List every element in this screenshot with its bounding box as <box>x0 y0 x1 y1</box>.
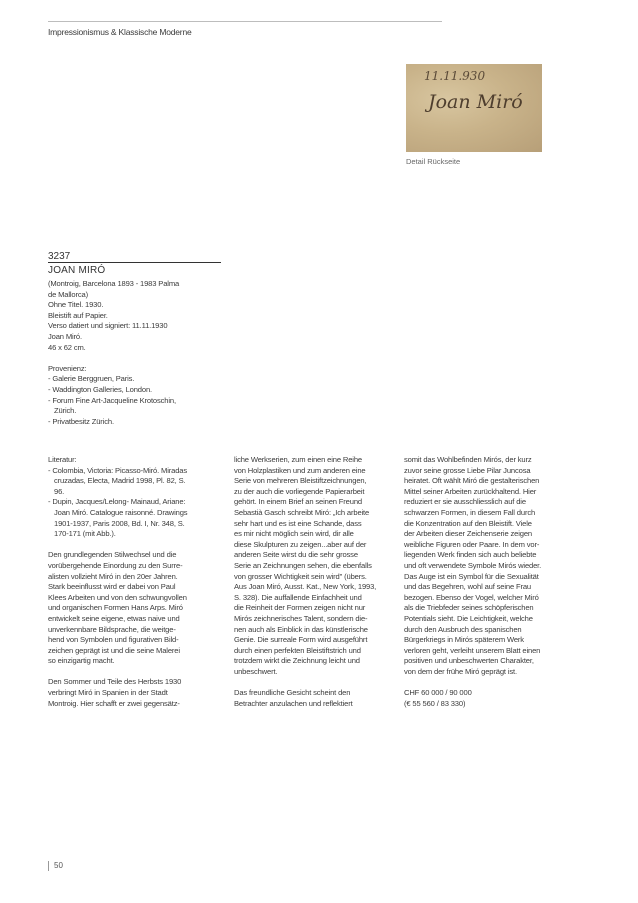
essay-line: trotzdem wirkt die Zeichnung leicht und <box>234 656 360 666</box>
detail-caption: Detail Rückseite <box>406 157 461 166</box>
lot-details <box>48 279 223 353</box>
essay-line: Das Auge ist ein Symbol für die Sexualität <box>404 571 539 581</box>
essay-line: verloren geht, verleiht unserem Blatt einen <box>404 645 541 655</box>
essay-line: Das freundliche Gesicht scheint den <box>234 688 351 698</box>
essay-line: Betrachter anzulachen und reflektiert <box>234 698 353 708</box>
lot-detail-line: 46 x 62 cm. <box>48 342 86 352</box>
lot-rule <box>48 262 221 263</box>
inscription-signature: Joan Miró <box>428 91 523 113</box>
price-estimate-chf: CHF 60 000 / 90 000 <box>404 688 472 698</box>
essay-line: S. 328). Die auffallende Einfachheit und <box>234 592 362 602</box>
essay-line: Genie. Die surreale Form wird ausgeführt <box>234 635 368 645</box>
essay-line: Potentials sieht. Die Leichtigkeit, welche <box>404 613 533 623</box>
essay-line: hend von Symbolen und figurativen Bild- <box>48 635 179 645</box>
essay-line: zeichen geprägt ist und die seine Malerei <box>48 645 180 655</box>
essay-line: Bürgerkriegs in Mirós späterem Werk <box>404 635 524 645</box>
essay-line: somit das Wohlbefinden Mirós, der kurz <box>404 455 532 464</box>
essay-line: anderen Seite wirst du die sehr grosse <box>234 550 358 560</box>
lot-detail-line: (Montroig, Barcelona 1893 - 1983 Palma <box>48 279 180 288</box>
artist-name: JOAN MIRÓ <box>48 265 106 276</box>
provenance-line: Provenienz: <box>48 363 87 373</box>
essay-line: Stark beeinflusst wird er dabei von Paul <box>48 582 176 592</box>
text-column-1 <box>48 455 223 709</box>
essay-paragraph-1 <box>48 550 223 667</box>
literature-line: - Dupin, Jacques/Lelong- Mainaud, Ariane: <box>48 497 186 507</box>
essay-paragraph-4 <box>234 688 394 709</box>
provenance-line: - Forum Fine Art-Jacqueline Krotoschin, <box>48 395 176 405</box>
literature-line: 1901-1937, Paris 2008, Bd. I, Nr. 348, S. <box>54 518 185 528</box>
essay-line: verbringt Miró in Spanien in der Stadt <box>48 688 168 698</box>
essay-line: Serie an Zeichnungen sehen, die ebenfalls <box>234 560 372 570</box>
provenance-line: - Waddington Galleries, London. <box>48 384 152 394</box>
essay-line: positiven und unbeschwerten Charakter, <box>404 656 534 666</box>
essay-line: Mirós zeichnerisches Talent, sondern die- <box>234 613 368 623</box>
literature-line: - Colombia, Victoria: Picasso-Miró. Miradas <box>48 465 187 475</box>
literature <box>48 455 223 540</box>
detail-image-verso-inscription <box>406 64 542 152</box>
essay-line: liegenden Werk finden sich auch beliebte <box>404 550 537 560</box>
provenance-line: Zürich. <box>54 406 77 416</box>
essay-paragraph-3 <box>234 455 394 677</box>
essay-line: Mittel seiner Arbeiten zurückhaltend. Hier <box>404 486 537 496</box>
essay-line: nen auch als Einblick in das künstlerische <box>234 624 368 634</box>
essay-paragraph-2 <box>48 677 223 709</box>
essay-line: vorübergehende Einordung zu den Surre- <box>48 560 183 570</box>
essay-line: Aus Joan Miró, Ausst. Kat., New York, 1993, <box>234 582 377 592</box>
literature-line: Joan Miró. Catalogue raisonné. Drawings <box>54 507 188 517</box>
essay-line: die Reinheit der Formen zeigen nicht nur <box>234 603 366 613</box>
essay-line: reduziert er sie ausschliesslich auf die <box>404 497 526 507</box>
lot-detail-line: Joan Miró. <box>48 331 82 341</box>
price-estimate-eur: (€ 55 560 / 83 330) <box>404 698 466 708</box>
text-column-2 <box>234 455 394 709</box>
lot-number: 3237 <box>48 251 71 262</box>
essay-line: alisten vollzieht Miró in den 20er Jahren. <box>48 571 178 581</box>
essay-line: von Holzplastiken und zum anderen eine <box>234 465 366 475</box>
essay-line: unverkennbare Bildsprache, die weitge- <box>48 624 176 634</box>
literature-line: cruzadas, Electa, Madrid 1998, Pl. 82, S. <box>54 476 186 486</box>
lot-detail-line: Bleistift auf Papier. <box>48 310 108 320</box>
text-column-3 <box>404 455 570 709</box>
essay-paragraph-5 <box>404 455 570 677</box>
essay-line: von grosser Wichtigkeit sein wird" (übers. <box>234 571 367 581</box>
essay-line: durch den Ausbruch des spanischen <box>404 624 522 634</box>
essay-line: die Konzentration auf den Bleistift. Viele <box>404 518 532 528</box>
essay-line: und das Begehren, wohl auf seine Frau <box>404 582 532 592</box>
essay-line: entwickelt seine eigene, etwas naive und <box>48 613 180 623</box>
essay-line: der Arbeiten dieser Zeichenserie zeigen <box>404 529 532 539</box>
header-rule <box>48 21 442 22</box>
essay-line: unbeschwert. <box>234 666 278 676</box>
essay-line: Den grundlegenden Stilwechsel und die <box>48 550 177 560</box>
essay-line: weibliche Figuren oder Paare. In dem vor- <box>404 539 540 549</box>
provenance <box>48 364 223 428</box>
essay-line: zuvor seine grosse Liebe Pilar Juncosa <box>404 465 531 475</box>
essay-line: sehr hart und es ist eine Schande, dass <box>234 518 362 528</box>
literature-line: 170-171 (mit Abb.). <box>54 529 116 539</box>
inscription-date: 11.11.930 <box>424 69 486 83</box>
essay-line: schwarzen Formen, in diesem Fall durch <box>404 507 536 517</box>
provenance-line: - Galerie Berggruen, Paris. <box>48 374 135 384</box>
essay-line: Sebastià Gasch schreibt Miró: „Ich arbeite <box>234 507 370 517</box>
essay-line: Den Sommer und Teile des Herbsts 1930 <box>48 677 182 687</box>
literature-line: 96. <box>54 486 65 496</box>
essay-line: zu der auch die vorliegende Papierarbeit <box>234 486 365 496</box>
literature-line: Literatur: <box>48 455 77 464</box>
page-number: 50 <box>54 861 63 870</box>
essay-line: durch einen perfekten Bleistiftstrich und <box>234 645 361 655</box>
essay-line: von dem der frühe Miró geprägt ist. <box>404 666 517 676</box>
essay-line: als die Triebfeder seines schöpferischen <box>404 603 534 613</box>
essay-line: Serie von mehreren Bleistiftzeichnungen, <box>234 476 367 486</box>
provenance-line: - Privatbesitz Zürich. <box>48 416 114 426</box>
essay-line: und organischen Formen Hans Arps. Miró <box>48 603 183 613</box>
essay-line: und oft verwendete Symbole Mirós wieder. <box>404 560 542 570</box>
page-number-bar <box>48 861 49 871</box>
essay-line: so einzigartig macht. <box>48 656 115 666</box>
essay-line: bezogen. Ebenso der Vogel, welcher Miró <box>404 592 539 602</box>
essay-line: heiratet. Oft wählt Miró die gestalterischen <box>404 476 540 486</box>
essay-line: liche Werkserien, zum einen eine Reihe <box>234 455 362 464</box>
essay-line: Montroig. Hier schafft er zwei gegensätz- <box>48 698 180 708</box>
lot-detail-line: Verso datiert und signiert: 11.11.1930 <box>48 321 168 331</box>
essay-line: Klees Arbeiten und von den schwungvollen <box>48 592 187 602</box>
essay-line: es mir nicht möglich sein wird, dir alle <box>234 529 354 539</box>
essay-line: gehört. In einem Brief an seinen Freund <box>234 497 362 507</box>
lot-detail-line: de Mallorca) <box>48 289 88 299</box>
essay-line: diese Skulpturen zu zeigen...aber auf der <box>234 539 367 549</box>
lot-detail-line: Ohne Titel. 1930. <box>48 300 104 310</box>
section-title: Impressionismus & Klassische Moderne <box>48 27 192 37</box>
lot-details-column <box>48 279 223 427</box>
